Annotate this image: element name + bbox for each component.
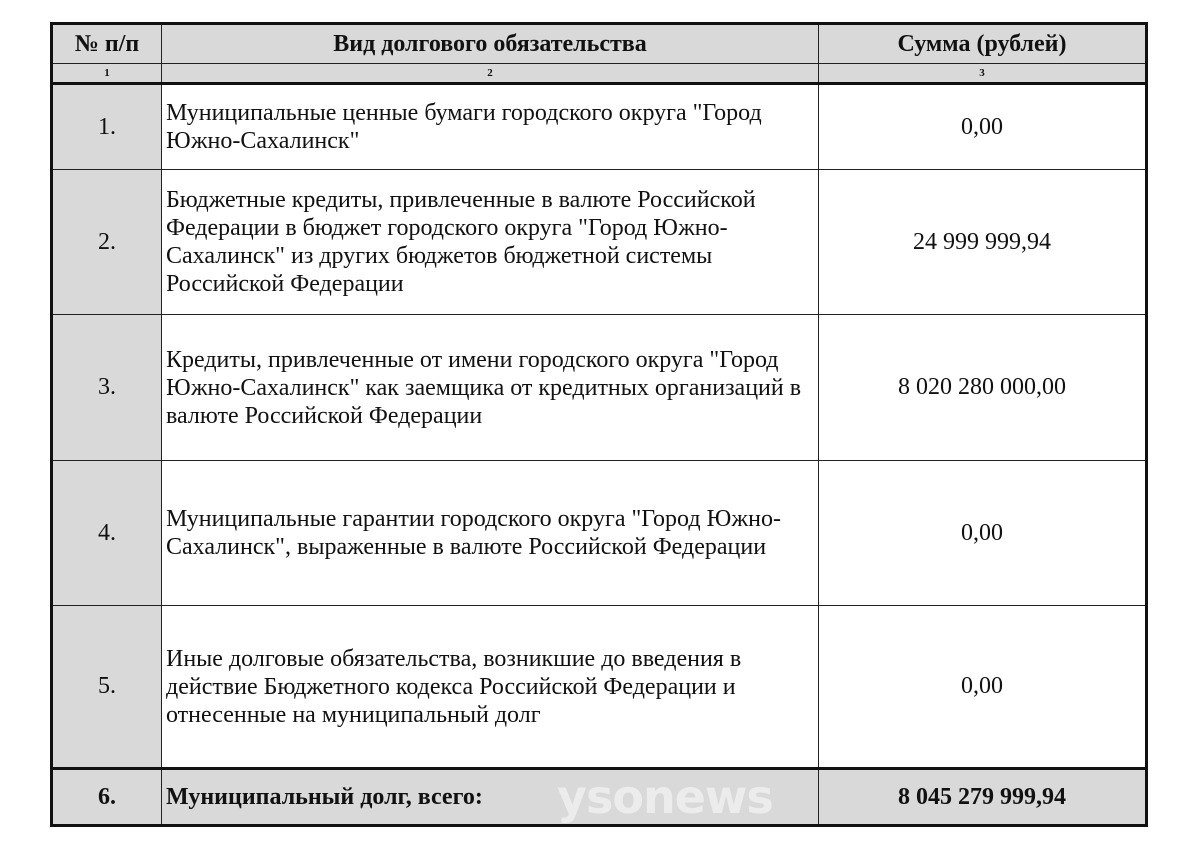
row-description: Муниципальные гарантии городского округа "Город Южно-Сахалинск", выраженные в валюте Российской Федерации bbox=[162, 461, 819, 606]
header-row bbox=[52, 24, 1147, 64]
row-description: Муниципальные ценные бумаги городского округа "Город Южно-Сахалинск" bbox=[162, 84, 819, 170]
watermark-logo: ysonews bbox=[557, 770, 773, 824]
total-amount: 8 045 279 999,94 bbox=[819, 769, 1147, 826]
row-number: 4. bbox=[52, 461, 162, 606]
table-row bbox=[52, 315, 1147, 461]
header-amount: Сумма (рублей) bbox=[819, 24, 1147, 64]
row-amount: 0,00 bbox=[819, 461, 1147, 606]
row-description: Кредиты, привлеченные от имени городского округа "Город Южно-Сахалинск" как заемщика от кредитных организаций в валюте Российской Федерации bbox=[162, 315, 819, 461]
header-number: № п/п bbox=[52, 24, 162, 64]
row-amount: 0,00 bbox=[819, 606, 1147, 769]
row-number: 2. bbox=[52, 170, 162, 315]
column-number-3: 3 bbox=[819, 64, 1147, 84]
column-number-2: 2 bbox=[162, 64, 819, 84]
table-row bbox=[52, 84, 1147, 170]
row-amount: 24 999 999,94 bbox=[819, 170, 1147, 315]
row-description: Иные долговые обязательства, возникшие до введения в действие Бюджетного кодекса Российской Федерации и отнесенные на муниципальный долг bbox=[162, 606, 819, 769]
municipal-debt-table bbox=[50, 22, 1148, 827]
header-debt-type: Вид долгового обязательства bbox=[162, 24, 819, 64]
total-row bbox=[52, 769, 1147, 826]
row-number: 1. bbox=[52, 84, 162, 170]
column-number-row bbox=[52, 64, 1147, 84]
row-description: Бюджетные кредиты, привлеченные в валюте Российской Федерации в бюджет городского округа "Город Южно-Сахалинск" из других бюджетов бюджетной системы Российской Федерации bbox=[162, 170, 819, 315]
table-row bbox=[52, 606, 1147, 769]
table-row bbox=[52, 461, 1147, 606]
row-amount: 8 020 280 000,00 bbox=[819, 315, 1147, 461]
row-number: 3. bbox=[52, 315, 162, 461]
column-number-1: 1 bbox=[52, 64, 162, 84]
row-number: 5. bbox=[52, 606, 162, 769]
total-cell bbox=[162, 769, 819, 826]
row-amount: 0,00 bbox=[819, 84, 1147, 170]
total-description: Муниципальный долг, всего: bbox=[166, 784, 483, 810]
table-row bbox=[52, 170, 1147, 315]
total-number: 6. bbox=[52, 769, 162, 826]
